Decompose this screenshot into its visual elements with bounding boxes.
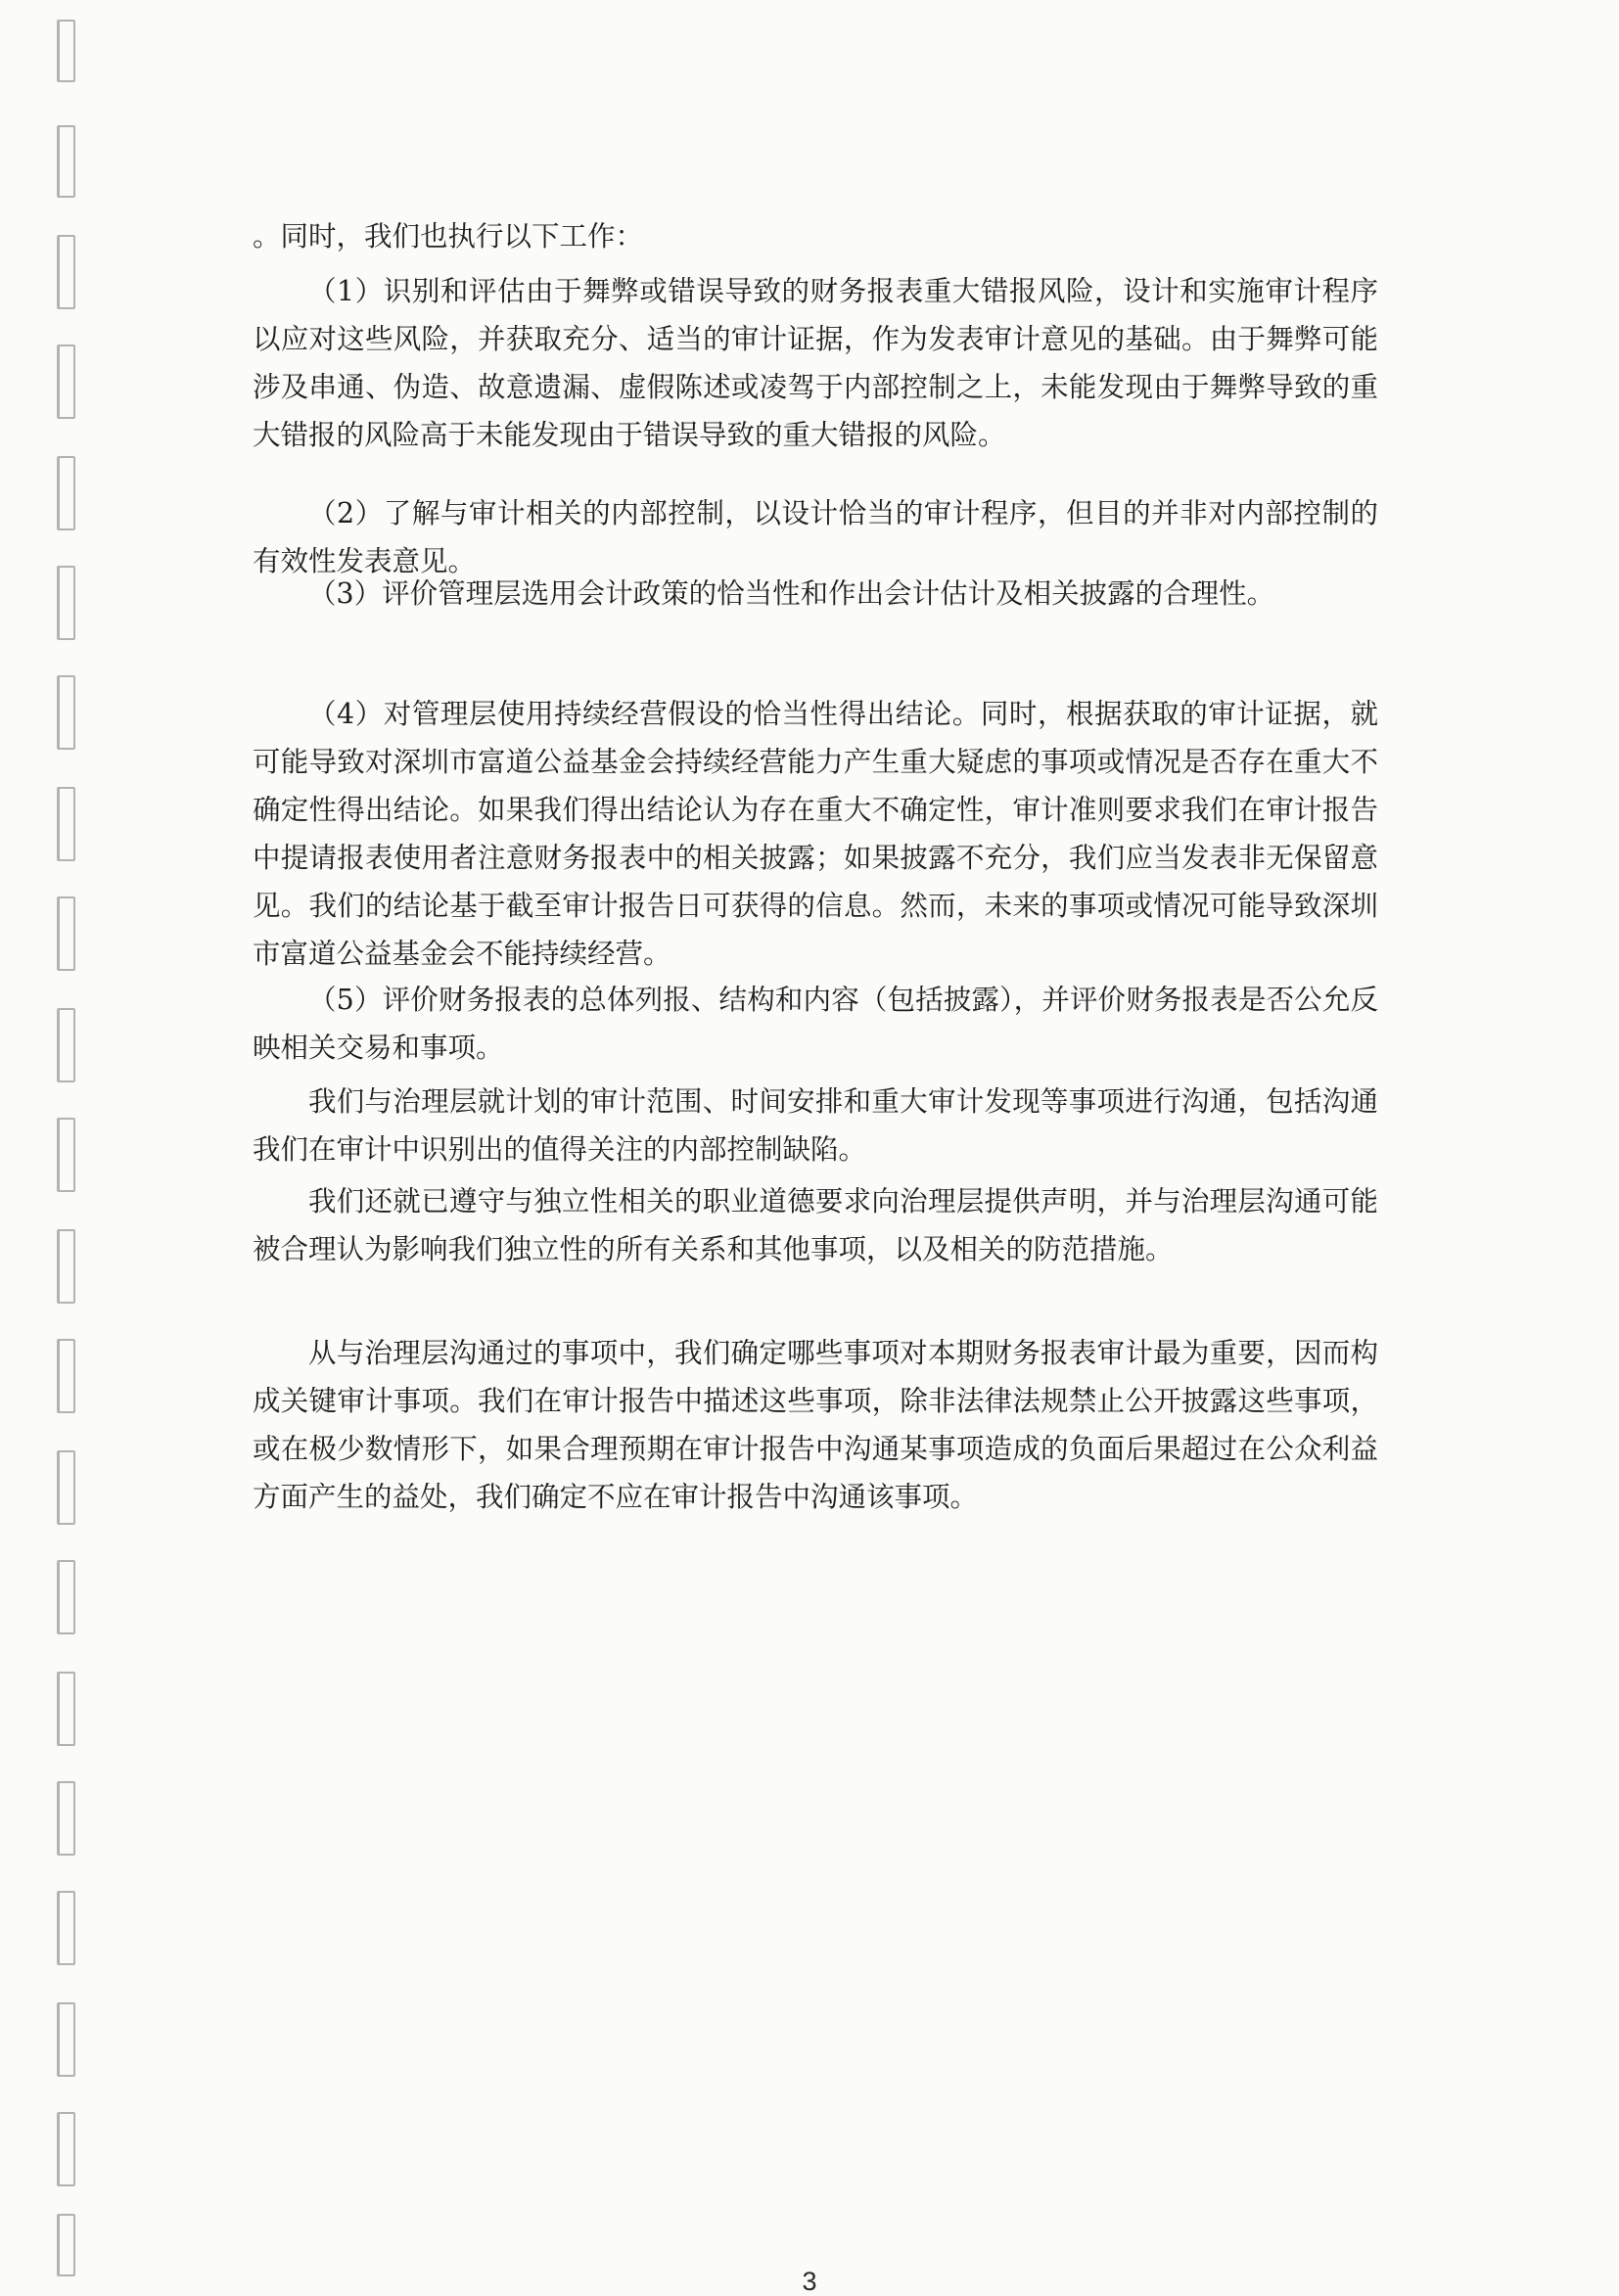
binding-mark [57,20,75,82]
paragraph-independence-statement: 我们还就已遵守与独立性相关的职业道德要求向治理层提供声明，并与治理层沟通可能被合理认为影响我们独立性的所有关系和其他事项，以及相关的防范措施。 [253,1185,1378,1265]
paragraph-key-audit-matters: 从与治理层沟通过的事项中，我们确定哪些事项对本期财务报表审计最为重要，因而构成关键审计事项。我们在审计报告中描述这些事项，除非法律法规禁止公开披露这些事项，或在极少数情形下，如果合理预期在审计报告中沟通某事项造成的负面后果超过在公众利益方面产生的益处，我们确定不应在审计报告中沟通该事项。 [253,1337,1378,1513]
binding-mark [57,1118,75,1192]
binding-mark [57,1008,75,1082]
paragraph-intro: 。同时，我们也执行以下工作： [253,220,644,253]
binding-mark [57,235,75,309]
binding-mark [57,1560,75,1634]
binding-mark [57,675,75,750]
binding-mark [57,566,75,640]
paragraph-item-1: （1）识别和评估由于舞弊或错误导致的财务报表重大错报风险，设计和实施审计程序以应对这些风险，并获取充分、适当的审计证据，作为发表审计意见的基础。由于舞弊可能涉及串通、伪造、故意遗漏、虚假陈述或凌驾于内部控制之上，未能发现由于舞弊导致的重大错报的风险高于未能发现由于错误导致的重大错报的风险。 [253,275,1378,451]
binding-mark [57,1781,75,1856]
binding-mark [57,1229,75,1304]
paragraph-item-3: （3）评价管理层选用会计政策的恰当性和作出会计估计及相关披露的合理性。 [308,577,1275,610]
binding-mark [57,344,75,419]
binding-mark [57,2112,75,2186]
binding-marks [0,0,88,2289]
binding-mark [57,125,75,198]
paragraph-item-4: （4）对管理层使用持续经营假设的恰当性得出结论。同时，根据获取的审计证据，就可能导致对深圳市富道公益基金会持续经营能力产生重大疑虑的事项或情况是否存在重大不确定性得出结论。如果我们得出结论认为存在重大不确定性，审计准则要求我们在审计报告中提请报表使用者注意财务报表中的相关披露；如果披露不充分，我们应当发表非无保留意见。我们的结论基于截至审计报告日可获得的信息。然而，未来的事项或情况可能导致深圳市富道公益基金会不能持续经营。 [253,698,1378,970]
binding-mark [57,1450,75,1525]
paragraph-item-2: （2）了解与审计相关的内部控制，以设计恰当的审计程序，但目的并非对内部控制的有效性发表意见。 [253,497,1378,577]
page-number: 3 [802,2267,817,2296]
binding-mark [57,1672,75,1746]
binding-mark [57,2002,75,2077]
paragraph-governance-communication: 我们与治理层就计划的审计范围、时间安排和重大审计发现等事项进行沟通，包括沟通我们在审计中识别出的值得关注的内部控制缺陷。 [253,1085,1378,1166]
binding-mark [57,787,75,861]
binding-mark [57,456,75,530]
paragraph-item-5: （5）评价财务报表的总体列报、结构和内容（包括披露），并评价财务报表是否公允反映相关交易和事项。 [253,984,1378,1064]
binding-mark [57,1339,75,1413]
binding-mark [57,1891,75,1965]
binding-mark [57,896,75,971]
